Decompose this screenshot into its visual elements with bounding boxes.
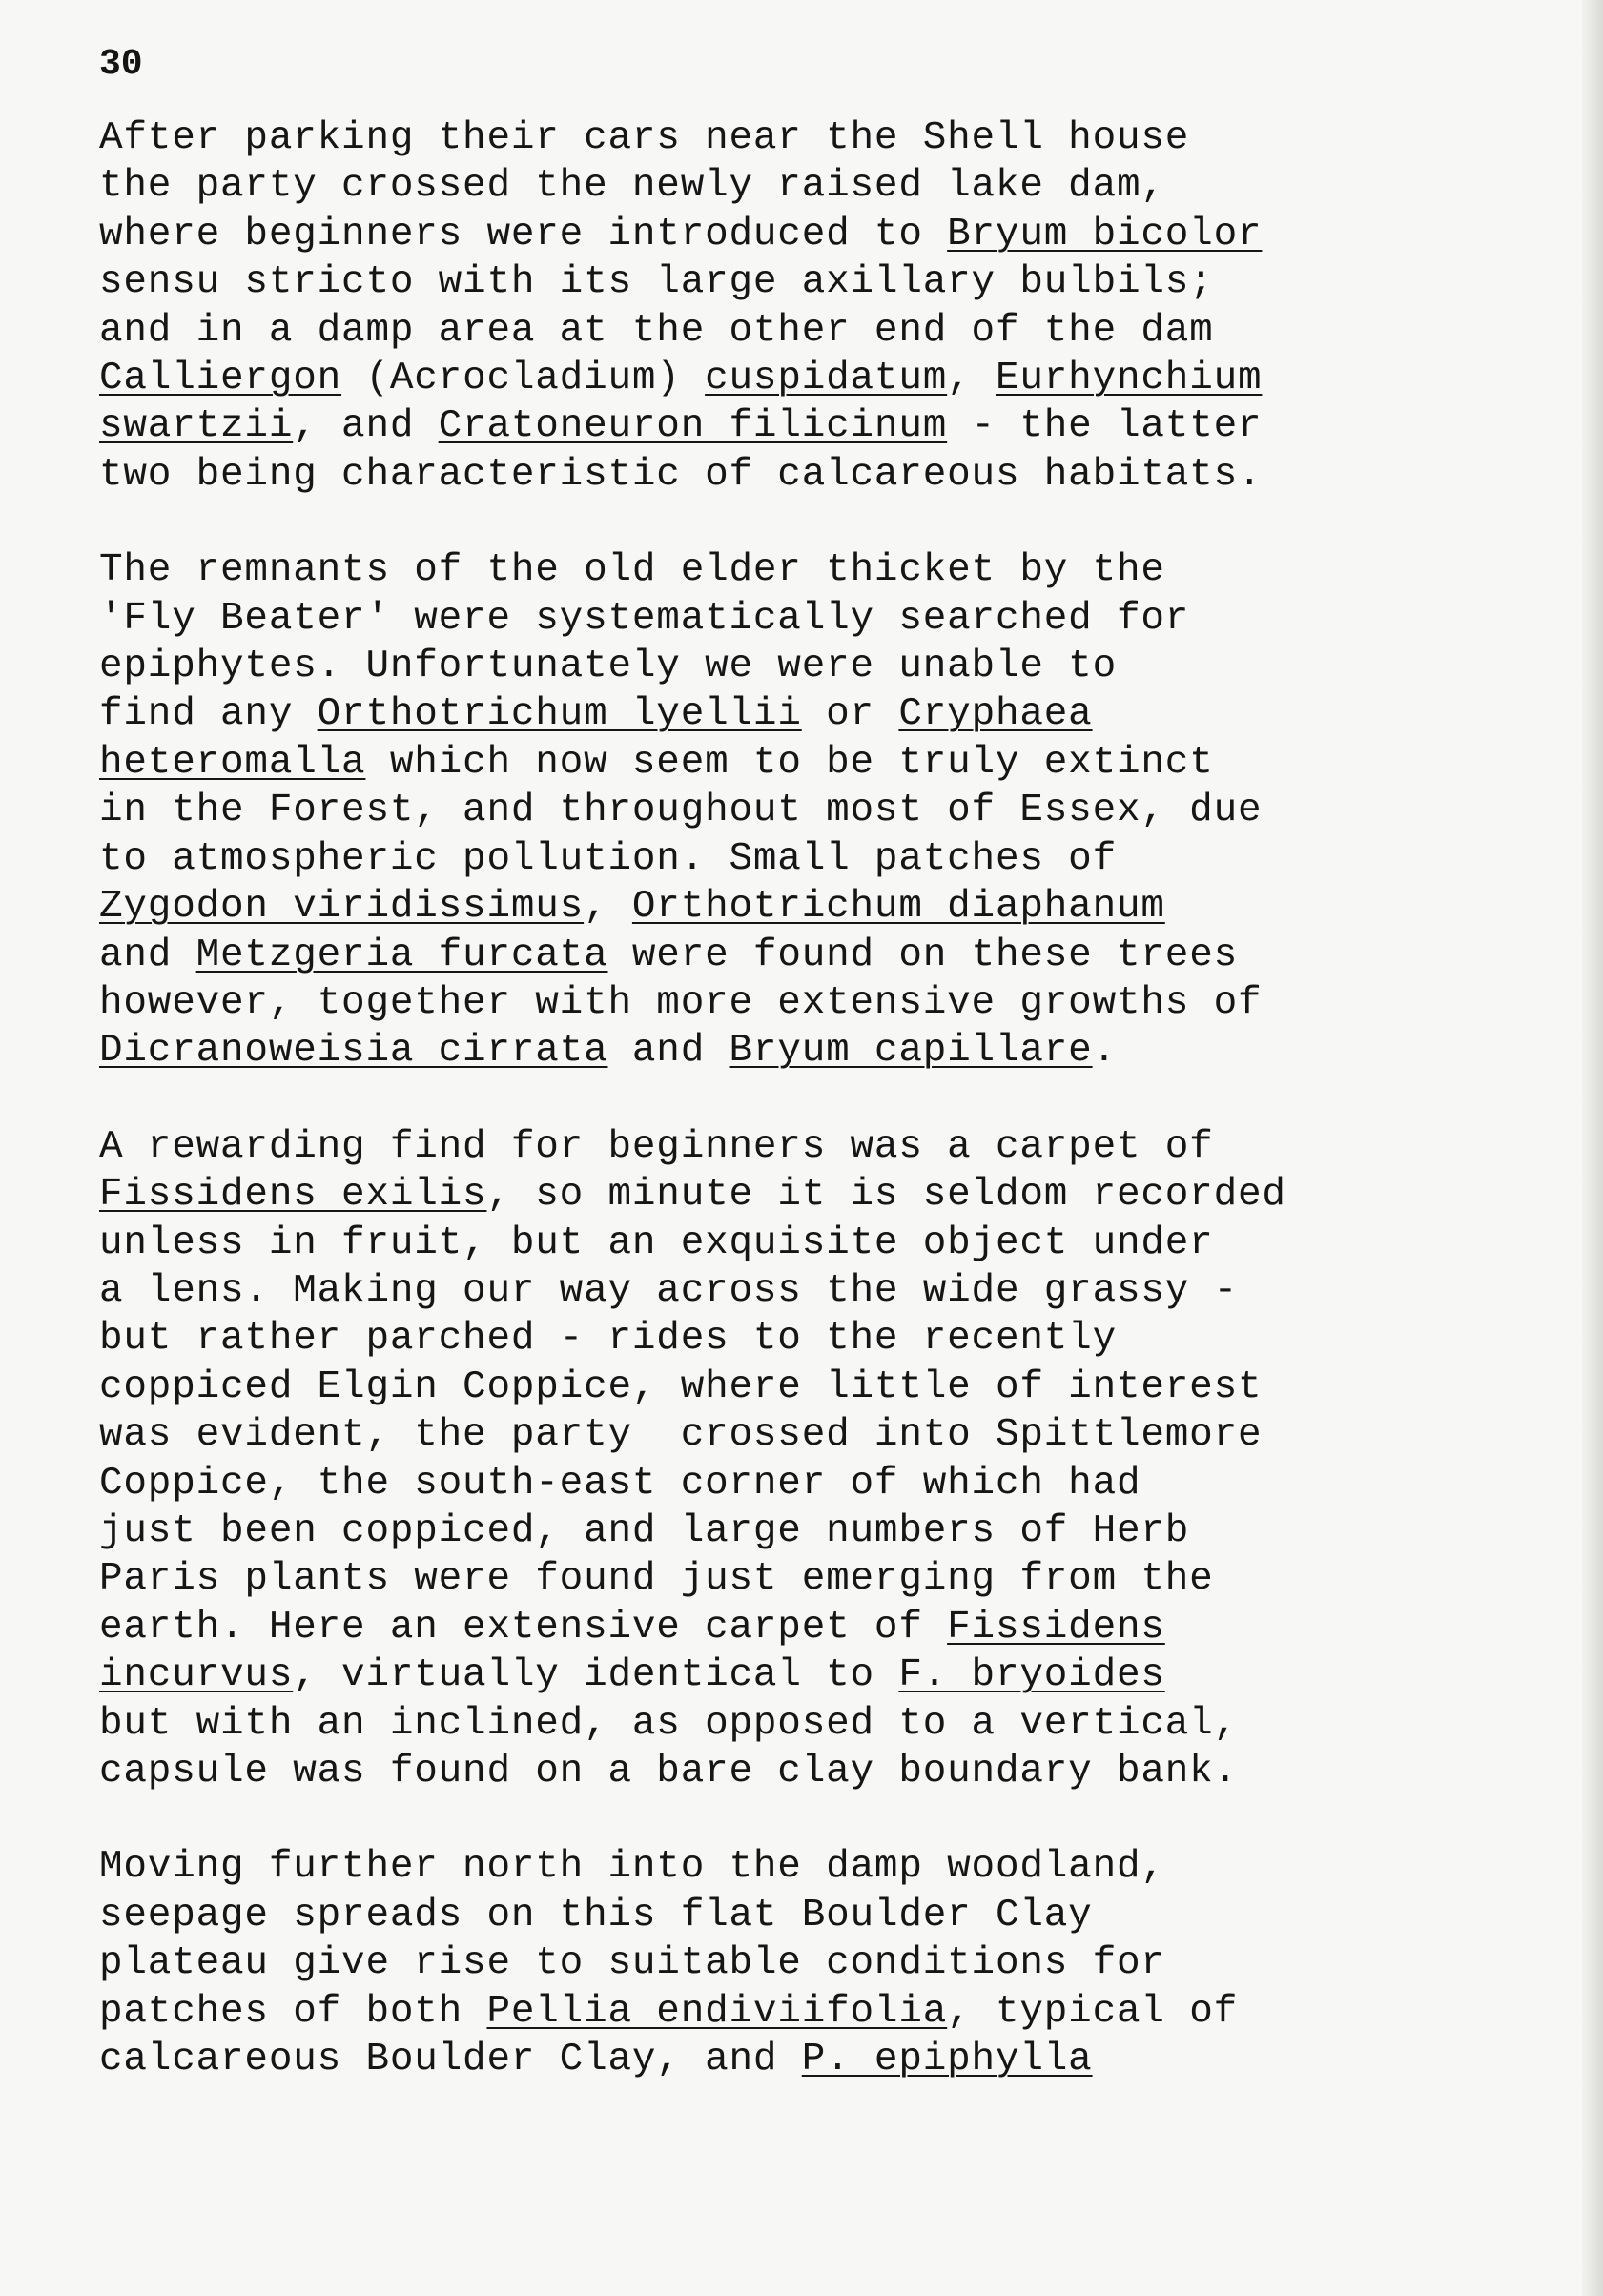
species-name: Metzgeria furcata [195, 933, 608, 977]
text-line [99, 1507, 1549, 1555]
text-line [99, 690, 1549, 738]
text-line [99, 1748, 1549, 1795]
text-run: plateau give rise to suitable conditions for [99, 1941, 1165, 1986]
text-run: sensu stricto with its large axillary bulbils; [99, 260, 1214, 305]
text-line [99, 979, 1549, 1027]
text-run: unless in fruit, but an exquisite object under [99, 1220, 1214, 1265]
page-number: 30 [99, 44, 143, 85]
text-run: was evident, the party crossed into Spittlemore [99, 1413, 1263, 1458]
text-run: , [947, 357, 996, 401]
text-line [99, 1315, 1549, 1363]
species-name: Cryphaea [898, 692, 1093, 737]
text-run: which now seem to be truly extinct [365, 740, 1214, 785]
text-run: Coppice, the south-east corner of which had [99, 1461, 1141, 1506]
species-name: Pellia endiviifolia [486, 1989, 948, 2034]
species-name: Eurhynchium [995, 357, 1263, 401]
text-run: find any [99, 692, 318, 737]
text-run: , so minute it is seldom recorded [486, 1173, 1286, 1218]
text-run: seepage spreads on this flat Boulder Clay [99, 1893, 1093, 1937]
text-line [99, 2036, 1549, 2083]
text-line [99, 1892, 1549, 1939]
species-name: Fissidens [947, 1605, 1165, 1650]
species-name: Bryum capillare [729, 1029, 1093, 1074]
text-run: epiphytes. Unfortunately we were unable to [99, 645, 1117, 689]
species-name: Zygodon viridissimus [99, 885, 585, 930]
paragraph [99, 1843, 1549, 2083]
text-line [99, 595, 1549, 643]
text-line [99, 211, 1549, 258]
text-run: , and [293, 404, 439, 449]
text-run: - the latter [947, 404, 1263, 449]
text-line [99, 1988, 1549, 2036]
species-name: Fissidens exilis [99, 1173, 487, 1218]
text-run: were found on these trees [607, 933, 1239, 977]
text-run: in the Forest, and throughout most of Essex, due [99, 789, 1263, 833]
text-line [99, 1460, 1549, 1507]
text-line [99, 739, 1549, 787]
text-run: and in a damp area at the other end of the dam [99, 308, 1214, 353]
text-line [99, 1171, 1549, 1219]
species-name: Orthotrichum diaphanum [631, 885, 1165, 930]
text-run: . [1092, 1029, 1117, 1074]
text-line [99, 932, 1549, 979]
text-line [99, 1411, 1549, 1459]
text-line [99, 258, 1549, 306]
text-line [99, 1123, 1549, 1171]
text-run: earth. Here an extensive carpet of [99, 1605, 948, 1650]
text-run: just been coppiced, and large numbers of Herb [99, 1508, 1190, 1553]
text-run: where beginners were introduced to [99, 212, 948, 256]
text-run: or [801, 692, 899, 737]
text-run: but with an inclined, as opposed to a vertical, [99, 1701, 1238, 1746]
text-line [99, 1651, 1549, 1699]
species-name: cuspidatum [705, 357, 948, 401]
species-name: P. epiphylla [801, 2038, 1093, 2082]
text-run: , virtually identical to [293, 1653, 899, 1698]
text-run: calcareous Boulder Clay, and [99, 2038, 802, 2082]
text-run: and [607, 1029, 730, 1074]
species-name: Orthotrichum lyellii [317, 692, 802, 737]
text-line [99, 883, 1549, 931]
text-run: and [99, 933, 196, 977]
page-edge-shadow [1582, 0, 1603, 2296]
species-name: swartzii [99, 404, 294, 449]
text-run: a lens. Making our way across the wide grassy - [99, 1268, 1238, 1313]
text-line [99, 787, 1549, 834]
text-line [99, 546, 1549, 594]
paragraph [99, 114, 1549, 499]
species-name: heteromalla [99, 740, 366, 785]
text-run: coppiced Elgin Coppice, where little of interest [99, 1364, 1263, 1409]
paragraph [99, 1123, 1549, 1796]
text-run: After parking their cars near the Shell house [99, 116, 1190, 160]
text-line [99, 114, 1549, 162]
species-name: F. bryoides [898, 1653, 1165, 1698]
text-line [99, 355, 1549, 402]
text-run: Paris plants were found just emerging from the [99, 1557, 1214, 1602]
text-line [99, 1843, 1549, 1891]
text-run: The remnants of the old elder thicket by the [99, 548, 1165, 593]
species-name: Dicranoweisia cirrata [99, 1029, 608, 1074]
text-line [99, 402, 1549, 450]
text-line [99, 451, 1549, 499]
text-line [99, 1604, 1549, 1651]
text-run: to atmospheric pollution. Small patches of [99, 836, 1117, 881]
paragraph [99, 546, 1549, 1075]
species-name: Bryum bicolor [947, 212, 1263, 256]
text-run: the party crossed the newly raised lake dam, [99, 164, 1165, 209]
body-text [99, 114, 1549, 2131]
text-line [99, 307, 1549, 355]
species-name: Calliergon [99, 357, 342, 401]
text-run: two being characteristic of calcareous habitats. [99, 452, 1263, 497]
text-line [99, 162, 1549, 210]
text-line [99, 1700, 1549, 1748]
species-name: incurvus [99, 1653, 294, 1698]
text-run: 'Fly Beater' were systematically searched for [99, 596, 1190, 641]
text-run: Moving further north into the damp woodland, [99, 1845, 1165, 1890]
text-line [99, 1363, 1549, 1411]
text-line [99, 1939, 1549, 1987]
text-run: , [584, 885, 632, 930]
text-line [99, 1267, 1549, 1315]
text-run: , typical of [947, 1989, 1239, 2034]
text-run: capsule was found on a bare clay boundary bank. [99, 1750, 1238, 1794]
text-run: patches of both [99, 1989, 487, 2034]
text-line [99, 835, 1549, 883]
text-line [99, 1220, 1549, 1267]
text-run: however, together with more extensive growths of [99, 980, 1263, 1025]
text-run: A rewarding find for beginners was a carpet of [99, 1124, 1214, 1169]
text-line [99, 1027, 1549, 1075]
text-run: but rather parched - rides to the recently [99, 1317, 1117, 1362]
text-line [99, 1555, 1549, 1603]
species-name: Cratoneuron filicinum [438, 404, 948, 449]
text-run: (Acrocladium) [341, 357, 706, 401]
text-line [99, 643, 1549, 690]
